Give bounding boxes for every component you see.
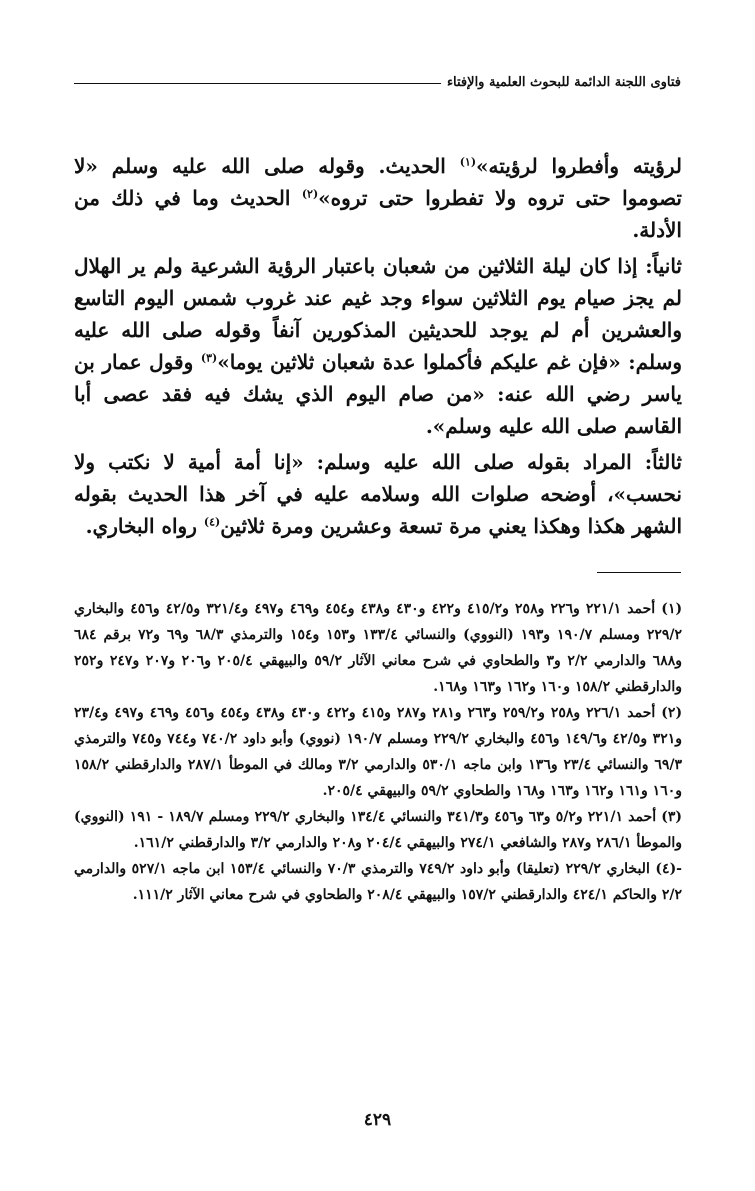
paragraph-2-lead: ثانياً: [645,254,682,278]
paragraph-3: ثالثاً: المراد بقوله صلى الله عليه وسلم: «إنا أمة أمية لا نكتب ولا نحسب»، أوضحه صلوات الله وسلامه عليه في آخر هذا الحديث بقوله الشهر هكذا وهكذا يعني مرة تسعة وعشرين ومرة ثلاثين$^{(٤)}$ رواه البخاري. [74,450,682,538]
page-number: ٤٢٩ [363,1110,392,1130]
footnote-ref-2: (٢) [301,187,319,201]
footnote-2: (٢) أحمد ٢٢٦/١ و٢٥٨ و٢٥٩/٢ و٢٦٣ و٢٨١ و٢٨٧ و٤١٥ و٤٢٢ و٤٣٠ و٤٣٨ و٤٥٤ و٤٥٦ و٤٦٩ و٤٩٧ و٢٣/٤ و٣٢١ و٤٢/٥ و١٤٩/٦ و٤٥٦ والبخاري ٢٢٩/٢ ومسلم ١٩٠/٧ (نووي) وأبو داود ٧٤٠/٢ و٧٤٤ و٧٤٥ والترمذي ٦٩/٣ والنسائي ٢٣/٤ و١٣٦ وابن ماجه ٥٣٠/١ والدارمي ٣/٢ ومالك في الموطأ ٢٨٧/١ والدارقطني ١٥٨/٢ و١٦٠ و١٦١ و١٦٢ و١٦٣ و١٦٨ والطحاوي ٥٩/٢ والبيهقي ٢٠٥/٤. [74,705,683,799]
footnote-ref-1: (١) [459,155,477,169]
footnote-ref-4: (٤) [203,515,221,529]
running-header [74,64,681,90]
running-header-title: فتاوى اللجنة الدائمة للبحوث العلمية والإفتاء [446,75,681,90]
footnote-1: (١) أحمد ٢٢١/١ و٢٢٦ و٢٥٨ و٤١٥/٢ و٤٢٢ و٤٣٠ و٤٣٨ و٤٥٤ و٤٦٩ و٤٩٧ و٣٢١/٤ و٤٢/٥ و٤٥٦ والبخاري ٢٢٩/٢ ومسلم ١٩٠/٧ و١٩٣ (النووي) والنسائي ١٣٣/٤ و١٥٣ و١٥٤ والترمذي ٦٨/٣ و٦٩ و٧٢ برقم ٦٨٤ و٦٨٨ والدارمي ٢/٢ و٣ والطحاوي في شرح معاني الآثار ٥٩/٢ والبيهقي ٢٠٥/٤ و٢٠٦ و٢٠٧ و٢٤٧ و٢٥٢ والدارقطني ١٥٨/٢ و١٦٠ و١٦٢ و١٦٣ و١٦٨. [74,601,683,695]
footnote-ref-3: (٣) [200,351,218,365]
header-rule [74,83,441,84]
footnotes [74,596,682,908]
main-text [74,150,682,546]
paragraph-2: ثانياً: إذا كان ليلة الثلاثين من شعبان باعتبار الرؤية الشرعية ولم ير الهلال لم يجز صيام يوم الثلاثين سواء وجد غيم عند غروب شمس اليوم التاسع والعشرين أم لم يوجد للحديثين المذكورين آنفاً وقوله صلى الله عليه وسلم: «فإن غم عليكم فأكملوا عدة شعبان ثلاثين يوما»$^{(٣)}$ وقول عمار بن ياسر رضي الله عنه: «من صام اليوم الذي يشك فيه فقد عصى أبا القاسم صلى الله عليه وسلم». [74,254,682,438]
paragraph-1: لرؤيته وأفطروا لرؤيته»$^{(١)}$ الحديث. وقوله صلى الله عليه وسلم «لا تصوموا حتى تروه ولا تفطروا حتى تروه»$^{(٢)}$ الحديث وما في ذلك من الأدلة. [74,154,682,242]
footnote-separator [597,572,681,573]
paragraph-3-lead: ثالثاً: [644,450,682,474]
footnote-3: (٣) أحمد ٢٢١/١ و٥/٢ و٦٣ و٤٥٦ و٣٤١/٣ والنسائي ١٣٤/٤ والبخاري ٢٢٩/٢ ومسلم ١٨٩/٧ - ١٩١ (النووي) والموطأ ٢٨٦/١ و٢٨٧ والشافعي ٢٧٤/١ والبيهقي ٢٠٤/٤ و٢٠٨ والدارمي ٣/٢ والدارقطني ١٦١/٢. [74,809,683,851]
footnote-4: -(٤) البخاري ٢٢٩/٢ (تعليقا) وأبو داود ٧٤٩/٢ والترمذي ٧٠/٣ والنسائي ١٥٣/٤ ابن ماجه ٥٢٧/١ والدارمي ٢/٢ والحاكم ٤٢٤/١ والدارقطني ١٥٧/٢ والبيهقي ٢٠٨/٤ والطحاوي في شرح معاني الآثار ١١١/٢. [74,861,682,903]
